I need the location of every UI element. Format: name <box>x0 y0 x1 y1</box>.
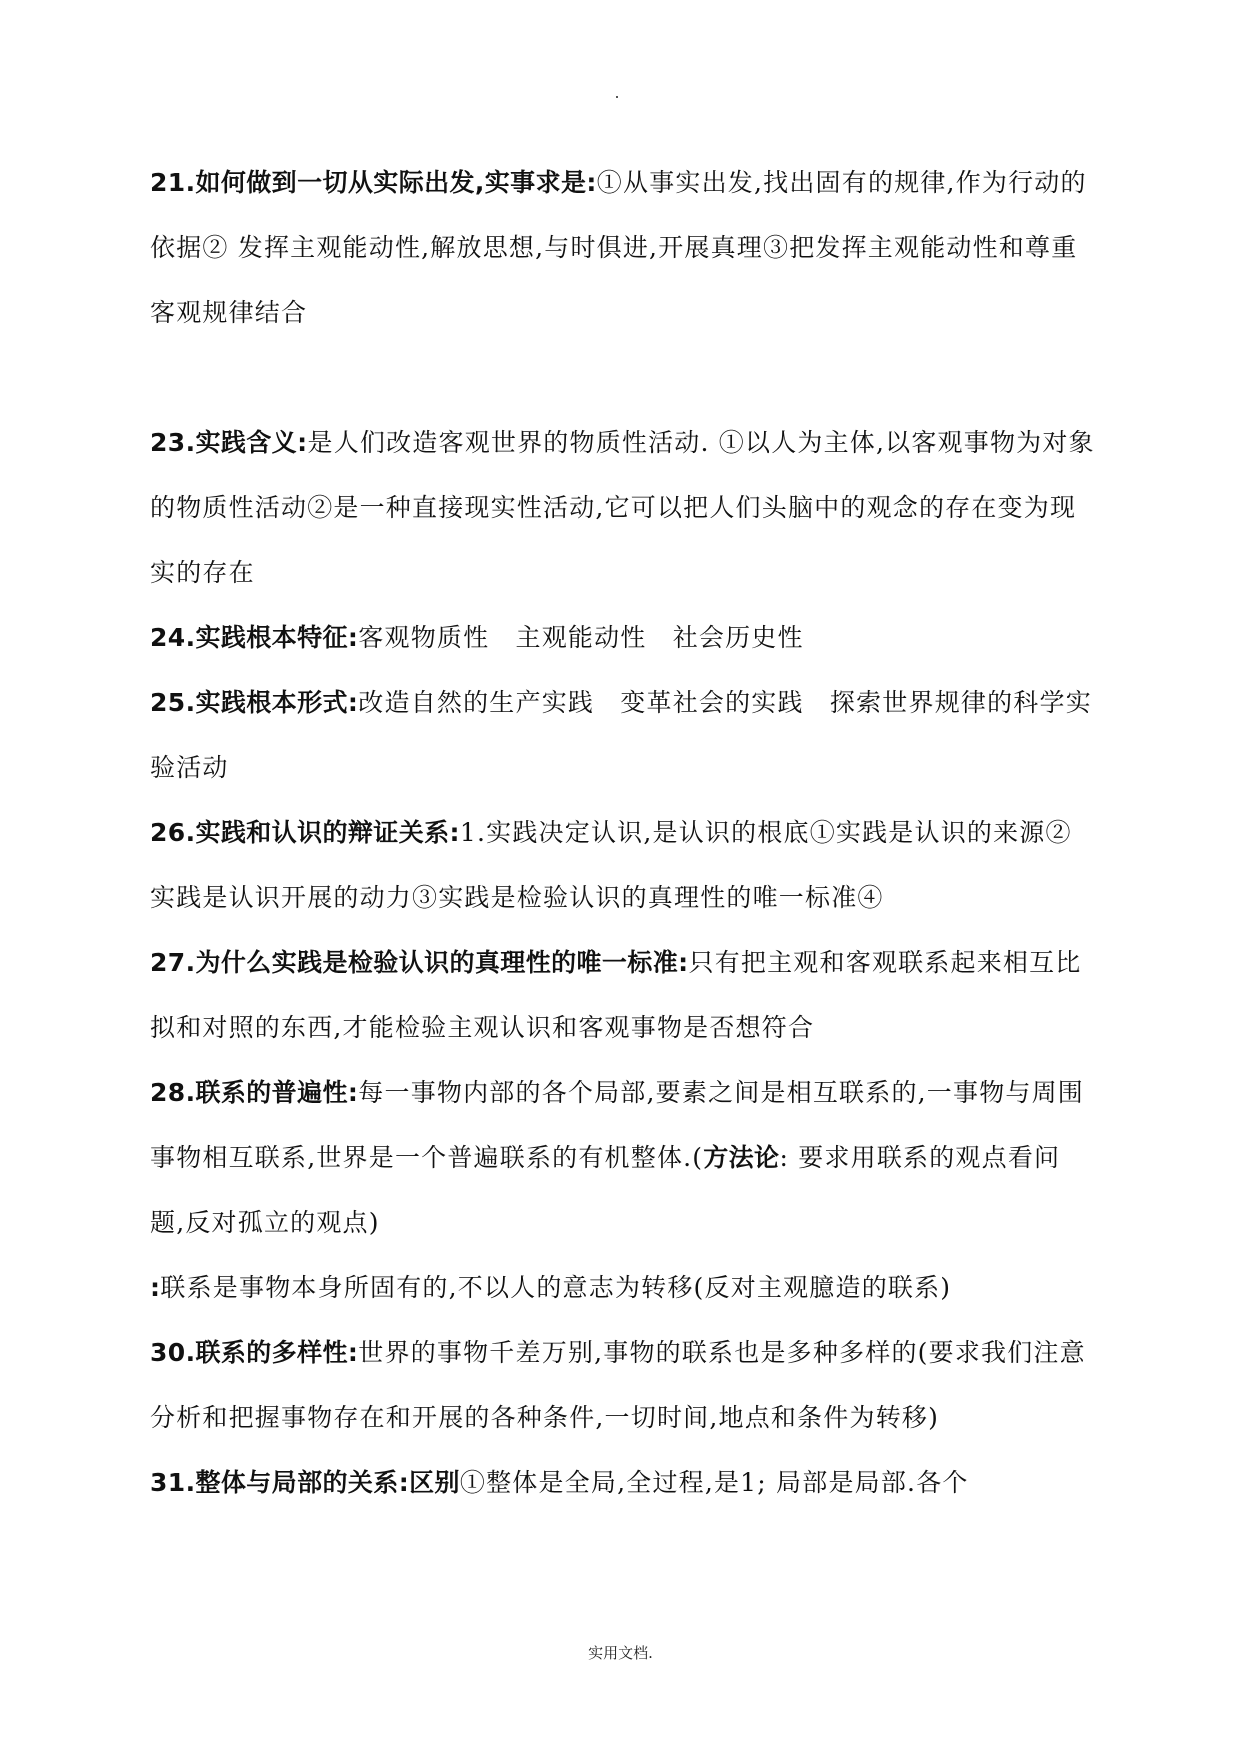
item-30 <box>150 1320 1095 1450</box>
item-29 <box>150 1255 1095 1320</box>
item-23 <box>150 410 1095 605</box>
item-text-continued: : 要求用联系的观点看问题,反对孤立的观点) <box>150 1143 1061 1237</box>
page-footer: 实用文档. <box>588 1644 653 1662</box>
item-text: 1.实践决定认识,是认识的根底①实践是认识的来源②实践是认识开展的动力③实践是检验认识的真理性的唯一标准④ <box>150 818 1072 912</box>
top-mark <box>616 96 618 98</box>
item-text: 只有把主观和客观联系起来相互比拟和对照的东西,才能检验主观认识和客观事物是否想符合 <box>150 948 1082 1042</box>
item-27 <box>150 930 1095 1060</box>
item-text: 每一事物内部的各个局部,要素之间是相互联系的,一事物与周围事物相互联系,世界是一个普遍联系的有机整体.( <box>150 1078 1084 1172</box>
item-text: 联系是事物本身所固有的,不以人的意志为转移(反对主观臆造的联系) <box>160 1273 952 1302</box>
item-24 <box>150 605 1095 670</box>
item-text: 客观物质性 主观能动性 社会历史性 <box>358 623 804 652</box>
item-26 <box>150 800 1095 930</box>
item-heading: 25.实践根本形式: <box>150 688 359 717</box>
item-heading: 27.为什么实践是检验认识的真理性的唯一标准: <box>150 948 689 977</box>
item-heading: 31.整体与局部的关系:区别 <box>150 1468 460 1497</box>
item-heading: 28.联系的普遍性: <box>150 1078 359 1107</box>
item-25 <box>150 670 1095 800</box>
blank-line <box>150 345 1095 410</box>
item-text: ①从事实出发,找出固有的规律,作为行动的依据② 发挥主观能动性,解放思想,与时俱进,开展真理③把发挥主观能动性和尊重客观规律结合 <box>150 168 1087 327</box>
item-text: ①整体是全局,全过程,是1; 局部是局部.各个 <box>459 1468 969 1497</box>
item-text: 世界的事物千差万别,事物的联系也是多种多样的(要求我们注意分析和把握事物存在和开展的各种条件,一切时间,地点和条件为转移) <box>150 1338 1086 1432</box>
item-heading: 21.如何做到一切从实际出发,实事求是: <box>150 168 597 197</box>
item-heading: 30.联系的多样性: <box>150 1338 359 1367</box>
item-text: 是人们改造客观世界的物质性活动. ①以人为主体,以客观事物为对象的物质性活动②是一种直接现实性活动,它可以把人们头脑中的观念的存在变为现实的存在 <box>150 428 1095 587</box>
item-subheading: 方法论 <box>703 1143 780 1172</box>
item-heading: 24.实践根本特征: <box>150 623 359 652</box>
item-heading: 26.实践和认识的辩证关系: <box>150 818 460 847</box>
item-heading: 23.实践含义: <box>150 428 308 457</box>
document-body <box>150 150 1095 1515</box>
item-31 <box>150 1450 1095 1515</box>
item-text: 改造自然的生产实践 变革社会的实践 探索世界规律的科学实验活动 <box>150 688 1092 782</box>
item-28 <box>150 1060 1095 1255</box>
item-heading: : <box>150 1273 161 1302</box>
item-21 <box>150 150 1095 345</box>
